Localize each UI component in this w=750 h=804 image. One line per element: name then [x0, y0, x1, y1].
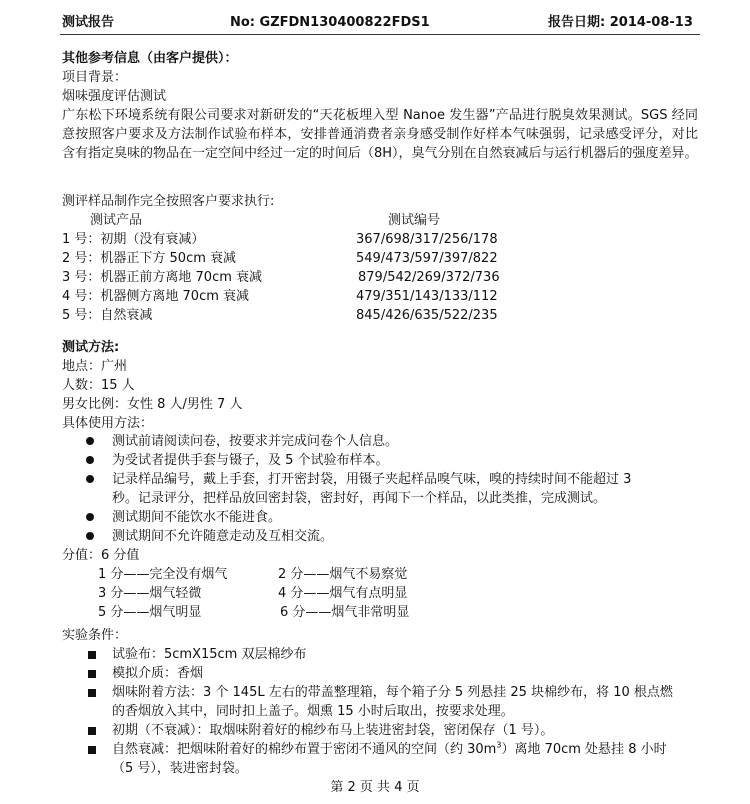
- sample-product: 5 号：自然衰减: [62, 308, 153, 323]
- background-title: 烟味强度评估测试: [62, 89, 167, 104]
- condition-text: 自然衰减：把烟味附着好的棉纱布置于密闭不通风的空间（约 30m: [112, 742, 497, 757]
- score-item: 5 分——烟气明显: [98, 605, 202, 620]
- bullet-icon: [86, 513, 94, 521]
- report-date: 报告日期: 2014-08-13: [548, 15, 693, 30]
- background-paragraph: 广东松下环境系统有限公司要求对新研发的“天花板埋入型 Nanoe 发生器”产品进行脱臭效果测试。SGS 经同意按照客户要求及方法制作试验布样本，安排普通消费者亲身感受制作好样本气味强弱，记录感受评分，对比含有指定臭味的物品在一定空间中经过一定的时间后（8H），臭气分别在自然衰减后与运行机器后的强度差异。: [62, 108, 698, 161]
- usage-item: 测试期间不允许随意走动及互相交流。: [112, 529, 334, 544]
- sample-product: 1 号：初期（没有衰减）: [62, 232, 205, 247]
- score-item: 4 分——烟气有点明显: [278, 586, 408, 601]
- square-bullet-icon: [88, 727, 96, 735]
- score-item: 6 分——烟气非常明显: [280, 605, 410, 620]
- usage-item: 为受试者提供手套与镊子，及 5 个试验布样本。: [112, 453, 389, 468]
- usage-item: 记录样品编号，戴上手套，打开密封袋，用镊子夹起样品嗅气味，嗅的持续时间不能超过 3: [112, 472, 632, 487]
- sample-code: 879/542/269/372/736: [358, 270, 500, 285]
- condition-item: 烟味附着方法：3 个 145L 左右的带盖整理箱，每个箱子分 5 列悬挂 25 块棉纱布，将 10 根点燃: [112, 685, 673, 700]
- square-bullet-icon: [88, 746, 96, 754]
- bullet-icon: [86, 456, 94, 464]
- score-item: 1 分——完全没有烟气: [98, 567, 228, 582]
- usage-item: 测试前请阅读问卷，按要求并完成问卷个人信息。: [112, 434, 399, 449]
- method-people: 人数：15 人: [62, 378, 135, 393]
- col-header-product: 测试产品: [90, 213, 143, 228]
- page-footer: 第 2 页 共 4 页: [330, 780, 420, 795]
- usage-item: 测试期间不能饮水不能进食。: [112, 510, 282, 525]
- score-item: 3 分——烟气轻微: [98, 586, 202, 601]
- superscript: 3: [496, 740, 502, 750]
- background-label: 项目背景：: [62, 70, 128, 85]
- method-location: 地点：广州: [62, 359, 128, 374]
- condition-item: 模拟介质：香烟: [112, 666, 204, 681]
- condition-text: ）离地 70cm 处悬挂 8 小时: [501, 742, 667, 757]
- samples-intro: 测评样品制作完全按照客户要求执行:: [62, 194, 275, 209]
- sample-code: 549/473/597/397/822: [356, 251, 498, 266]
- header-title: 测试报告: [62, 15, 115, 30]
- report-number: No: GZFDN130400822FDS1: [230, 15, 430, 30]
- bullet-icon: [86, 437, 94, 445]
- header-divider: [60, 34, 700, 35]
- usage-label: 具体使用方法：: [62, 416, 154, 431]
- bullet-icon: [86, 532, 94, 540]
- condition-item: 试验布：5cmX15cm 双层棉纱布: [112, 647, 307, 662]
- bullet-icon: [86, 475, 94, 483]
- sample-code: 845/426/635/522/235: [356, 308, 498, 323]
- score-label: 分值：6 分值: [62, 548, 140, 563]
- sample-product: 4 号：机器侧方离地 70cm 衰减: [62, 289, 250, 304]
- sample-product: 3 号：机器正前方离地 70cm 衰减: [62, 270, 263, 285]
- square-bullet-icon: [88, 670, 96, 678]
- report-header: [0, 10, 750, 34]
- other-info-heading: 其他参考信息（由客户提供）：: [62, 51, 238, 66]
- square-bullet-icon: [88, 651, 96, 659]
- condition-item-continued: （5 号），装进密封袋。: [112, 761, 248, 776]
- method-heading: 测试方法:: [62, 340, 120, 355]
- method-ratio: 男女比例：女性 8 人/男性 7 人: [62, 397, 243, 412]
- col-header-code: 测试编号: [388, 213, 441, 228]
- square-bullet-icon: [88, 689, 96, 697]
- condition-item: [112, 740, 667, 759]
- condition-item: 初期（不衰减）：取烟味附着好的棉纱布马上装进密封袋，密闭保存（1 号）。: [112, 723, 554, 738]
- sample-code: 479/351/143/133/112: [356, 289, 498, 304]
- conditions-heading: 实验条件：: [62, 628, 128, 643]
- sample-code: 367/698/317/256/178: [356, 232, 498, 247]
- condition-item-continued: 的香烟放入其中，同时扣上盖子。烟熏 15 小时后取出，按要求处理。: [112, 704, 514, 719]
- score-item: 2 分——烟气不易察觉: [278, 567, 408, 582]
- sample-product: 2 号：机器正下方 50cm 衰减: [62, 251, 237, 266]
- usage-item-continued: 秒。记录评分，把样品放回密封袋，密封好，再闻下一个样品，以此类推，完成测试。: [112, 491, 607, 506]
